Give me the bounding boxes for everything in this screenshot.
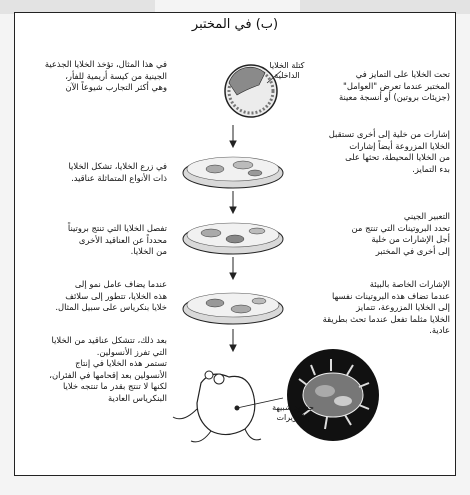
- left-note-5: بعد ذلك، تتشكل عناقيد من الخلايا التي تفرز الأنسولين. تستمر هذه الخلايا في إنتاج الأنسولين بعد إقحامها في الفئران، لكنها لا تنتج بقدر ما تنتجه خلايا البنكرياس العادية: [49, 335, 167, 403]
- right-note-4: الإشارات الخاصة بالبيئة عندما تضاف هذه البروتينات نفسها إلى الخلايا المزروعة، تتمايز الخلايا مثلما تفعل عندما تحث بطريقة عادية.: [322, 279, 450, 335]
- islet-label: حشود شبيهة بالجزيرات: [272, 403, 314, 422]
- left-note-1: في هذا المثال، تؤخذ الخلايا الجذعية الجينية من كيسة أريمية للفأر، وهي أكثر التجارب شيوعاً الآن: [44, 59, 167, 92]
- right-note-3: التعبير الجيني تحدد البروتينات التي تنتج من أجل الإشارات من خلية إلى أخرى في المختبر: [351, 211, 450, 256]
- panel-title: (ب) في المختبر: [191, 17, 279, 32]
- blastocyst-label: كتلة الخلايا الداخلية: [269, 61, 305, 80]
- culture-dish-1: [183, 157, 283, 188]
- mouse-illustration: [173, 371, 261, 442]
- culture-dish-3: [183, 293, 283, 324]
- culture-dish-2: [183, 223, 283, 254]
- left-note-2: في زرع الخلايا، تشكل الخلايا ذات الأنواع المتماثلة عناقيد.: [68, 161, 167, 183]
- islet-cluster-illustration: [287, 349, 379, 441]
- right-note-2: إشارات من خلية إلى أخرى تستقبل الخلايا المزروعة أيضاً إشارات من الخلايا المحيطة، تحثها على بدء التمايز.: [328, 129, 450, 174]
- left-note-4: عندما يضاف عامل نمو إلى هذه الخلايا، تتطور إلى سلائف خلايا بنكرياس على سبيل المثال.: [55, 279, 167, 312]
- left-note-3: تفصل الخلايا التي تنتج بروتيناً محدداً عن العناقيد الأخرى من الخلايا.: [67, 223, 167, 256]
- diagram-panel: [14, 12, 456, 476]
- right-note-1: تحت الخلايا على التمايز في المختبر عندما تعرض "العوامل" (جزيئات بروتين) أو أنسجة معينة: [339, 69, 450, 102]
